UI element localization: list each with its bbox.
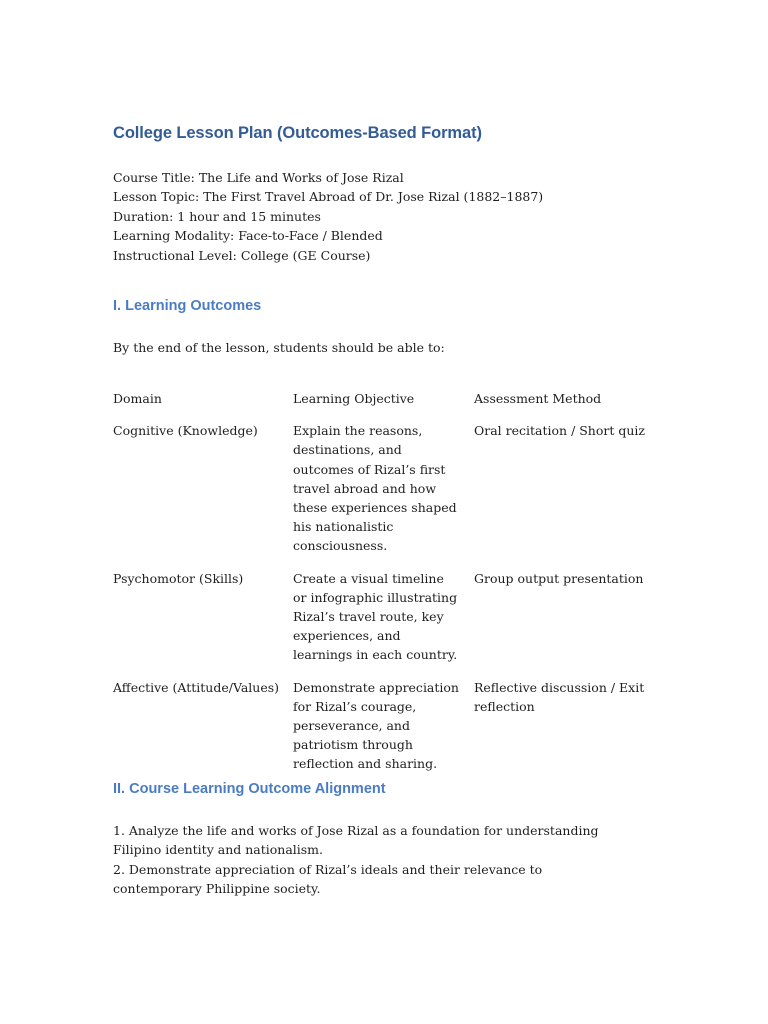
learning-modality-line: Learning Modality: Face-to-Face / Blended xyxy=(113,228,383,244)
learning-outcomes-table xyxy=(113,389,673,787)
course-title-line: Course Title: The Life and Works of Jose Rizal xyxy=(113,170,404,185)
column-header-learning-objective: Learning Objective xyxy=(293,391,415,406)
list-item: 2. Demonstrate appreciation of Rizal’s ideals and their relevance to contemporary Philippine society. xyxy=(113,861,543,897)
section-heading-learning-outcomes: I. Learning Outcomes xyxy=(113,298,262,314)
table-header-row xyxy=(113,389,673,421)
document-title: College Lesson Plan (Outcomes-Based Format) xyxy=(113,124,482,142)
row-domain-cell: Affective (Attitude/Values) xyxy=(113,679,280,695)
lesson-topic-line: Lesson Topic: The First Travel Abroad of Dr. Jose Rizal (1882–1887) xyxy=(113,189,544,205)
instructional-level-line: Instructional Level: College (GE Course) xyxy=(113,247,371,263)
table-row xyxy=(113,421,673,568)
duration-line: Duration: 1 hour and 15 minutes xyxy=(113,208,321,224)
list-item: 1. Analyze the life and works of Jose Rizal as a foundation for understanding Filipino identity and nationalism. xyxy=(113,823,599,858)
course-outcome-list xyxy=(113,821,633,899)
row-objective-cell: Demonstrate appreciation for Rizal’s courage, perseverance, and patriotism through reflection and sharing. xyxy=(293,679,459,772)
column-header-assessment-method: Assessment Method xyxy=(474,391,602,406)
learning-outcomes-intro: By the end of the lesson, students should be able to: xyxy=(113,340,445,355)
row-domain-cell: Psychomotor (Skills) xyxy=(113,570,244,586)
row-objective-cell: Explain the reasons, destinations, and outcomes of Rizal’s first travel abroad and how these experiences shaped his nationalistic consciousness. xyxy=(293,423,457,554)
row-domain-cell: Cognitive (Knowledge) xyxy=(113,423,258,439)
column-header-domain: Domain xyxy=(113,391,162,406)
table-row xyxy=(113,569,673,678)
course-info-block xyxy=(113,168,543,265)
row-assessment-cell: Group output presentation xyxy=(474,570,644,586)
section-heading-course-outcome-alignment: II. Course Learning Outcome Alignment xyxy=(113,781,386,797)
row-assessment-cell: Reflective discussion / Exit reflection xyxy=(474,679,645,714)
row-objective-cell: Create a visual timeline or infographic illustrating Rizal’s travel route, key experiences, and learnings in each country. xyxy=(293,570,458,663)
table-row xyxy=(113,678,673,787)
row-assessment-cell: Oral recitation / Short quiz xyxy=(474,423,645,439)
